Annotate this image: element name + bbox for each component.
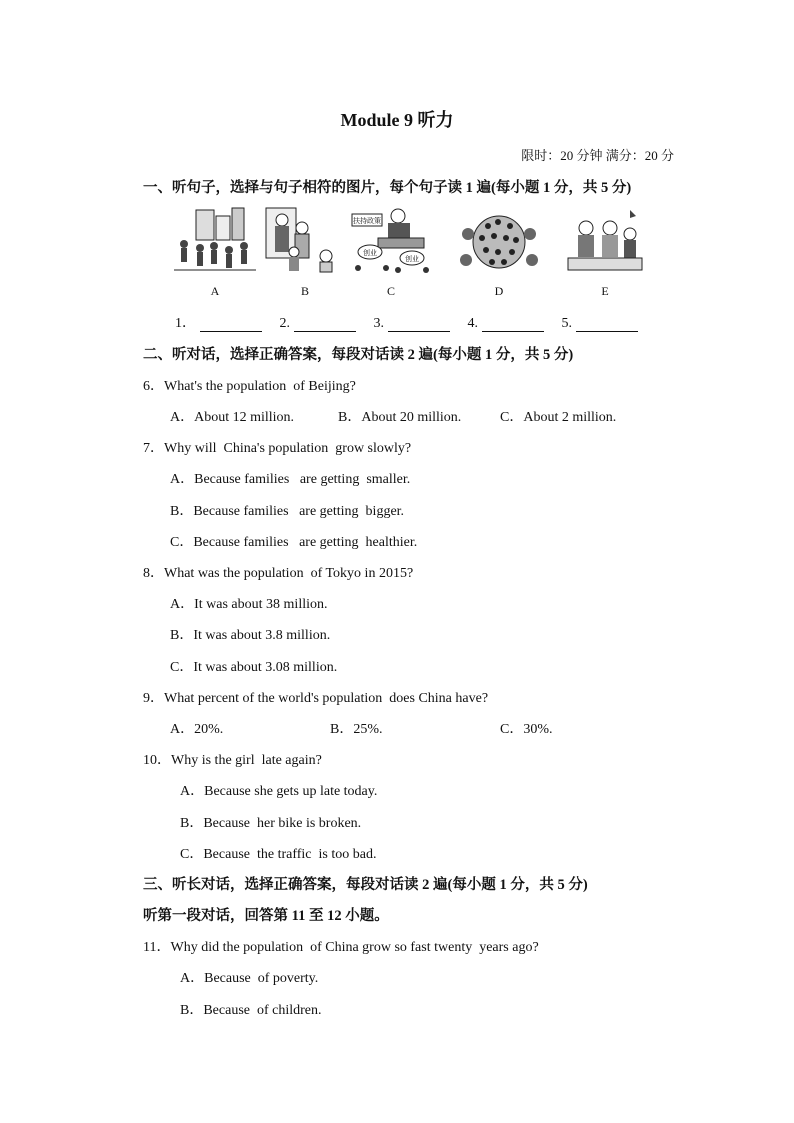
q6-option-c[interactable]: C．About 2 million. [500,410,617,425]
answer-blank-5[interactable] [562,316,639,332]
picture-d [458,206,540,276]
picture-a [174,206,256,276]
q10-option-a[interactable]: A．Because she gets up late today. [180,784,378,799]
question-11: 11．Why did the population of China grow so fast twenty years ago? [143,940,539,955]
part1-heading: 一、听句子，选择与句子相符的图片，每个句子读 1 遍(每小题 1 分，共 5 分) [143,180,632,196]
q6-option-a[interactable]: A．About 12 million. [170,410,295,425]
part2-heading: 二、听对话，选择正确答案，每段对话读 2 遍(每小题 1 分，共 5 分) [143,347,574,363]
question-6: 6．What's the population of Beijing? [143,379,356,394]
policy-sign-text: 扶持政策 [353,217,381,225]
blank-number: 3. [373,316,384,331]
answer-blanks [175,312,652,332]
question-8: 8．What was the population of Tokyo in 2015? [143,566,414,581]
answer-blank-1[interactable] [175,312,262,332]
blank-underline [482,317,544,332]
q7-option-a[interactable]: A．Because families are getting smaller. [170,472,411,487]
q8-option-c[interactable]: C．It was about 3.08 million. [170,660,338,675]
picture-row [168,206,648,301]
picture-label-d: D [494,284,504,298]
q10-option-c[interactable]: C．Because the traffic is too bad. [180,847,377,862]
q7-option-c[interactable]: C．Because families are getting healthier. [170,535,418,550]
policy-business-illustration [350,206,432,276]
answer-blank-3[interactable] [374,316,451,332]
crowd-buildings-illustration [174,206,256,276]
blank-number: 5. [561,316,572,331]
part3-heading: 三、听长对话，选择正确答案，每段对话读 2 遍(每小题 1 分，共 5 分) [143,877,588,893]
answer-blank-4[interactable] [468,316,545,332]
q11-option-b[interactable]: B．Because of children. [180,1003,322,1018]
question-7: 7．Why will China's population grow slowly? [143,441,412,456]
blank-number: 1． [175,316,196,331]
picture-e [564,206,646,276]
blank-underline [576,317,638,332]
family-illustration [264,206,346,276]
q10-option-b[interactable]: B．Because her bike is broken. [180,816,362,831]
blank-number: 2. [279,316,290,331]
q9-option-b[interactable]: B．25%. [330,722,383,737]
q7-option-b[interactable]: B．Because families are getting bigger. [170,504,405,519]
question-9: 9．What percent of the world's population does China have? [143,691,489,706]
blank-number: 4. [467,316,478,331]
picture-label-b: B [300,284,309,298]
picture-label-a: A [210,284,220,298]
time-score-limit: 限时：20 分钟 满分：20 分 [521,148,674,163]
crowded-earth-illustration [458,206,540,276]
q9-option-a[interactable]: A．20%. [170,722,224,737]
blank-underline [388,317,450,332]
q8-option-b[interactable]: B．It was about 3.8 million. [170,628,331,643]
picture-b [264,206,346,276]
q9-option-c[interactable]: C．30%. [500,722,553,737]
question-10: 10．Why is the girl late again? [143,753,322,768]
picture-c [350,206,432,276]
answer-blank-2[interactable] [280,316,357,332]
q6-option-b[interactable]: B．About 20 million. [338,410,462,425]
blank-underline [200,317,262,332]
picture-label-c: C [386,284,395,298]
page-title: Module 9 听力 [340,110,454,130]
business-bubble-right-text: 创业 [405,255,419,263]
blank-underline [294,317,356,332]
picture-label-e: E [601,284,609,298]
part3-subheading: 听第一段对话，回答第 11 至 12 小题。 [143,908,389,924]
business-bubble-left-text: 创业 [363,249,377,257]
q11-option-a[interactable]: A．Because of poverty. [180,971,319,986]
q8-option-a[interactable]: A．It was about 38 million. [170,597,328,612]
elderly-couple-illustration [564,206,646,276]
